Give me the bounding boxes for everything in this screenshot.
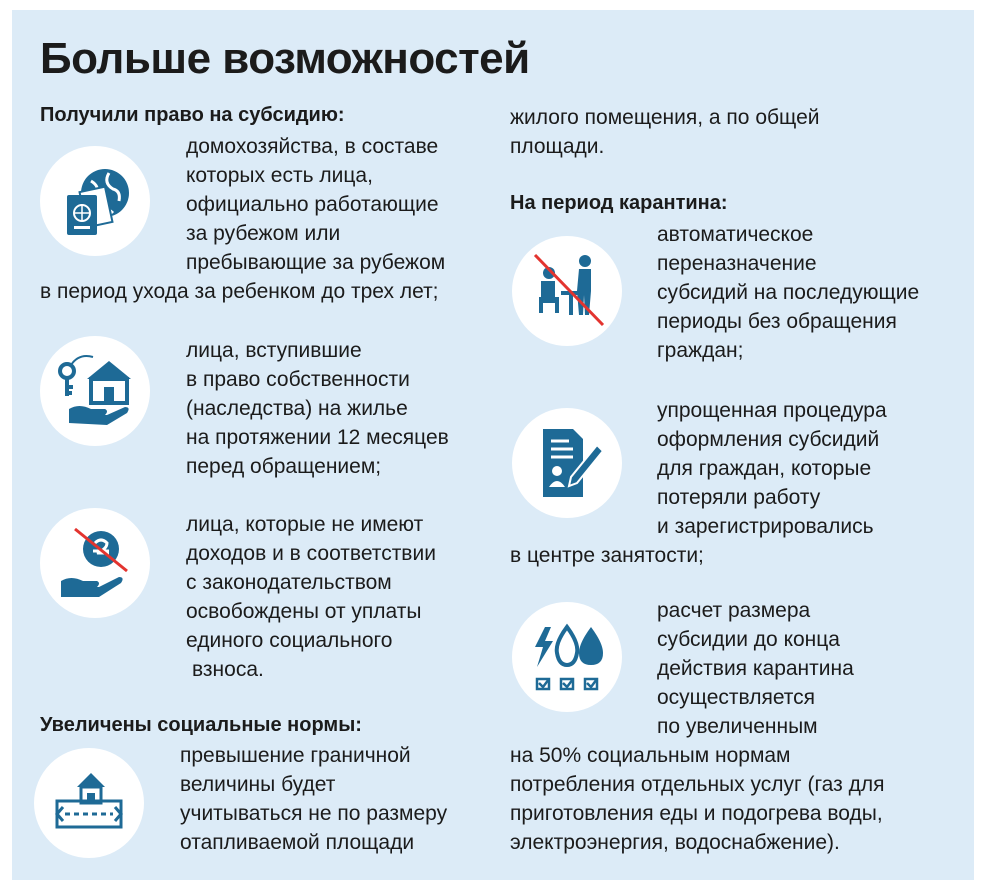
text-line: которых есть лица, [186,164,373,187]
text-line: электроэнергия, водоснабжение). [510,831,840,854]
text-line: на протяжении 12 месяцев [186,426,449,449]
heading-subsidy-right: Получили право на субсидию: [40,104,345,126]
text-line: с законодательством [186,571,392,594]
text-line: и зарегистрировались [657,515,874,538]
text-line: лица, которые не имеют [186,513,424,536]
text-item-5 [657,220,919,365]
text-line: субсидий на последующие [657,281,920,304]
text-item-6-indented [657,396,887,541]
text-line: автоматическое [657,223,814,246]
text-item-1-indented [186,132,445,277]
text-line: в центре занятости; [510,544,704,567]
text-item-1-full [40,277,439,306]
text-item-7-indented [657,596,854,741]
text-line: домохозяйства, в составе [186,135,439,158]
text-line: единого социального [186,629,393,652]
document-pen-icon [512,408,622,518]
text-line: площади. [510,135,605,158]
text-line: оформления субсидий [657,428,880,451]
text-line: в период ухода за ребенком до трех лет; [40,280,439,303]
text-line: учитываться не по размеру [180,802,448,825]
text-line: по увеличенным [657,715,818,738]
text-line: периоды без обращения [657,310,897,333]
text-line: потребления отдельных услуг (газ для [510,773,885,796]
house-key-hand-icon [40,336,150,446]
text-line: для граждан, которые [657,457,872,480]
heading-quarantine: На период карантина: [510,192,728,214]
text-line: потеряли работу [657,486,821,509]
page-title: Больше возможностей [40,34,530,83]
text-line: официально работающие [186,193,439,216]
text-line: на 50% социальным нормам [510,744,791,767]
utilities-icon [512,602,622,712]
text-line: действия карантина [657,657,854,680]
text-line: жилого помещения, а по общей [510,106,820,129]
text-line: переназначение [657,252,817,275]
text-line: расчет размера [657,599,811,622]
text-item-4-continued [510,103,819,161]
text-line: в право собственности [186,368,410,391]
text-line: доходов и в соответствии [186,542,436,565]
text-line: за рубежом или [186,222,341,245]
text-line: освобождены от уплаты [186,600,422,623]
text-line: (наследства) на жилье [186,397,408,420]
text-line: перед обращением; [186,455,382,478]
no-office-visit-icon [512,236,622,346]
no-income-hand-icon [40,508,150,618]
text-item-3 [186,510,436,684]
passport-globe-icon [40,146,150,256]
heading-social-norms: Увеличены социальные нормы: [40,714,362,736]
text-item-4 [180,741,447,857]
text-line: отапливаемой площади [180,831,415,854]
text-line: пребывающие за рубежом [186,251,446,274]
text-item-7-full [510,741,884,857]
text-line: приготовления еды и подогрева воды, [510,802,883,825]
text-line: превышение граничной [180,744,411,767]
text-line: осуществляется [657,686,816,709]
text-line: упрощенная процедура [657,399,887,422]
text-item-6-full [510,541,704,570]
text-line: граждан; [657,339,744,362]
house-area-icon [34,748,144,858]
text-item-2 [186,336,449,481]
text-line: величины будет [180,773,336,796]
text-line: субсидии до конца [657,628,840,651]
text-line: взноса. [192,658,264,681]
text-line: лица, вступившие [186,339,362,362]
